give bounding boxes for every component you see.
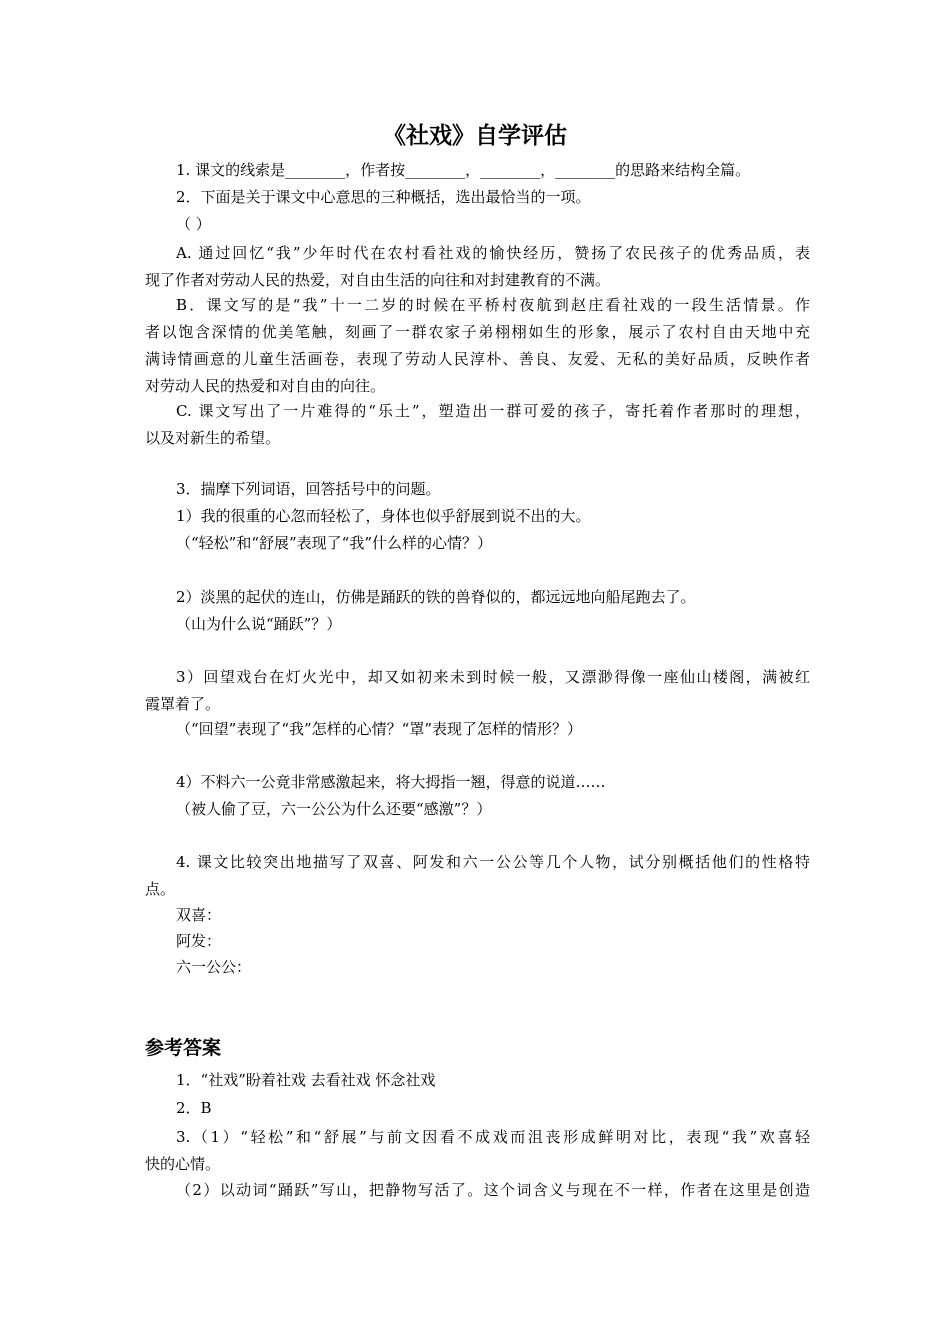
option-c-line-1: C. 课文写出了一片难得的“乐土”，塑造出一群可爱的孩子，寄托着作者那时的理想， xyxy=(176,402,810,420)
option-a-line-1: A. 通过回忆“我”少年时代在农村看社戏的愉快经历，赞扬了农民孩子的优秀品质，表 xyxy=(176,244,810,262)
question-3-item-3-line-2: 霞罩着了。 xyxy=(145,695,221,713)
answer-2: 2．B xyxy=(176,1099,212,1117)
option-b-line-4: 对劳动人民的热爱和对自由的向往。 xyxy=(145,377,386,395)
question-3-item-3-line-1: 3）回望戏台在灯火光中，却又如初来未到时候一般，又漂渺得像一座仙山楼阁，满被红 xyxy=(176,668,810,686)
question-3-item-4-prompt: （被人偷了豆，六一公公为什么还要“感激”？） xyxy=(176,800,492,818)
answer-3-line-2: 快的心情。 xyxy=(145,1155,221,1173)
question-3-item-1: 1）我的很重的心忽而轻松了，身体也似乎舒展到说不出的大。 xyxy=(176,507,591,525)
answer-1: 1．“社戏”盼着社戏 去看社戏 怀念社戏 xyxy=(176,1071,436,1089)
question-3-item-4: 4）不料六一公竟非常感激起来，将大拇指一翘，得意的说道…… xyxy=(176,773,606,791)
question-2-answer-blank: （ ） xyxy=(176,215,211,233)
question-3-item-2-prompt: （山为什么说“踊跃”？） xyxy=(176,615,342,633)
answer-3-line-1: 3.（1）“轻松”和“舒展”与前文因看不成戏而沮丧形成鲜明对比，表现“我”欢喜轻 xyxy=(176,1128,810,1146)
option-b-line-2: 者以饱含深情的优美笔触，刻画了一群农家子弟栩栩如生的形象，展示了农村自由天地中充 xyxy=(145,323,810,341)
question-3-item-3-prompt: （“回望”表现了“我”怎样的心情？“罩”表现了怎样的情形？） xyxy=(176,720,583,738)
question-4-line-1: 4. 课文比较突出地描写了双喜、阿发和六一公公等几个人物，试分别概括他们的性格特 xyxy=(176,853,810,871)
question-4-line-2: 点。 xyxy=(145,880,176,898)
option-b-line-3: 满诗情画意的儿童生活画卷，表现了劳动人民淳朴、善良、友爱、无私的美好品质，反映作者 xyxy=(145,350,810,368)
answers-heading: 参考答案 xyxy=(145,1037,222,1059)
question-2: 2．下面是关于课文中心意思的三种概括，选出最恰当的一项。 xyxy=(176,188,591,206)
question-4-shuangxi: 双喜： xyxy=(176,906,222,924)
option-a-line-2: 现了作者对劳动人民的热爱，对自由生活的向往和对封建教育的不满。 xyxy=(145,271,611,289)
page-title: 《社戏》自学评估 xyxy=(383,123,567,149)
question-1: 1. 课文的线索是________，作者按________，________，________的思路来结构全篇。 xyxy=(176,161,751,179)
option-b-line-1: B．课文写的是“我”十一二岁的时候在平桥村夜航到赵庄看社戏的一段生活情景。作 xyxy=(176,296,810,314)
question-4-liuyi: 六一公公： xyxy=(176,958,252,976)
question-4-afa: 阿发： xyxy=(176,932,222,950)
option-c-line-2: 以及对新生的希望。 xyxy=(145,429,281,447)
question-3-item-1-prompt: （“轻松”和“舒展”表现了“我”什么样的心情？） xyxy=(176,534,493,552)
answer-3-line-3: （2）以动词“踊跃”写山，把静物写活了。这个词含义与现在不一样，作者在这里是创造 xyxy=(176,1181,810,1199)
question-3-item-2: 2）淡黑的起伏的连山，仿佛是踊跃的铁的兽脊似的，都远远地向船尾跑去了。 xyxy=(176,588,696,606)
question-3: 3．揣摩下列词语，回答括号中的问题。 xyxy=(176,480,441,498)
